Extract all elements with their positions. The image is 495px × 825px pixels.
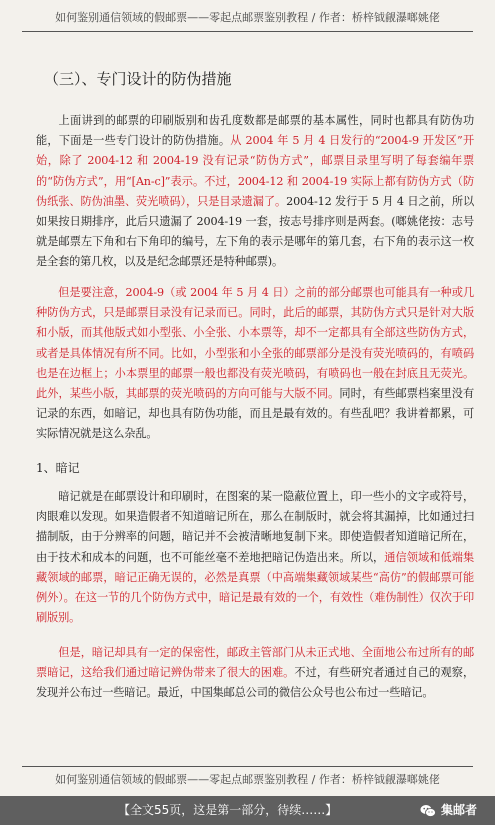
paragraph-caution (36, 283, 474, 445)
footer-rule (22, 766, 473, 767)
continuation-banner (0, 796, 495, 825)
caution-red-text: 但是要注意，2004-9（或 2004 年 5 月 4 日）之前的部分邮票也可能具有一种或几种防伪方式，只是邮票目录没有记录而已。同时，此后的邮票，其防伪方式只是针对大版和小版，而其他版式如小型张、小全张、小本票等，却不一定都具有全部这些防伪方式，或者是具体情况有所不同。比如，小型张和小全张的邮票部分是没有荧光喷码的，有喷码也是在边框上；小本票里的邮票一般也都没有荧光喷码，有喷码也一般在封底且无荧光。此外，某些小版，其邮票的荧光喷码的方向可能与大版不同。 (36, 286, 474, 401)
paragraph-anji (36, 487, 474, 628)
intro-note-text: 2004-12 发行于 5 月 4 日之前，所以如果按日期排序，此后只遗漏了 2004-19 一套，按志号排序则是两套。(啷姚佬按：志号就是邮票左下角和右下角印的编号，左下角的表示是哪年的第几套，右下角的表示这一枚是全套的第几枚，以及是纪念邮票还是特种邮票)。 (36, 194, 475, 269)
banner-text: 【全文55页，这是第一部分，待续……】 (118, 803, 338, 817)
paragraph-intro (36, 111, 474, 273)
brand-name: 集邮者 (441, 803, 478, 817)
secrecy-text: 不过，有些研究者通过自己的观察，发现并公布过一些暗记。最近，中国集邮总公司的微信公众号也公布过一些暗记。 (36, 666, 474, 700)
anji-text: 暗记就是在邮票设计和印刷时，在图案的某一隐蔽位置上，印一些小的文字或符号，肉眼难以发现。如果造假者不知道暗记所在，那么在制版时，就会将其漏掉，比如通过扫描制版，由于分辨率的问题，暗记并不会被清晰地复制下来。即使造假者知道暗记所在，由于技术和成本的问题，也不可能丝毫不差地把暗记伪造出来。所以， (36, 490, 474, 564)
caution-text: 同时，有些邮票档案里没有记录的东西，如暗记，却也具有防伪功能，而且是最有效的。有些乱吧？我讲着都累，可实际情况就是这么杂乱。 (36, 387, 475, 441)
paragraph-secrecy (36, 643, 474, 704)
wechat-icon (420, 804, 436, 818)
intro-red-text: 从 2004 年 5 月 4 日发行的“2004-9 开发区”开始，除了 2004-12 和 2004-19 没有记录“防伪方式”，邮票目录里写明了每套编年票的“防伪方式”，用“[An-c]”表示。不过，2004-12 和 2004-19 实际上都有防伪方式（防伪纸张、防伪油墨、荧光喷码），只是目录遗漏了。 (36, 134, 475, 208)
anji-red-text: 通信领域和低端集藏领域的邮票，暗记正确无误的，必然是真票（中高端集藏领域某些“高仿”的假邮票可能例外）。在这一节的几个防伪方式中，暗记是最有效的一个，有效性（难伪制性）仅次于印刷版别。 (36, 550, 474, 625)
header-rule (22, 31, 473, 32)
section-title: （三）、专门设计的防伪措施 (44, 70, 232, 88)
page-footer: 如何鉴别通信领域的假邮票——零起点邮票鉴别教程 / 作者：桥梓钺觎瀑啷姚佬 (55, 773, 440, 786)
page-header: 如何鉴别通信领域的假邮票——零起点邮票鉴别教程 / 作者：桥梓钺觎瀑啷姚佬 (55, 11, 440, 24)
subheading-anji: 1、暗记 (36, 461, 80, 475)
secrecy-red-text: 但是，暗记却具有一定的保密性，邮政主管部门从未正式地、全面地公布过所有的邮票暗记，这给我们通过暗记辨伪带来了很大的困难。 (36, 646, 474, 680)
intro-text: 上面讲到的邮票的印刷版别和齿孔度数都是邮票的基本属性，同时也都具有防伪功能，下面是一些专门设计的防伪措施。 (36, 114, 474, 148)
